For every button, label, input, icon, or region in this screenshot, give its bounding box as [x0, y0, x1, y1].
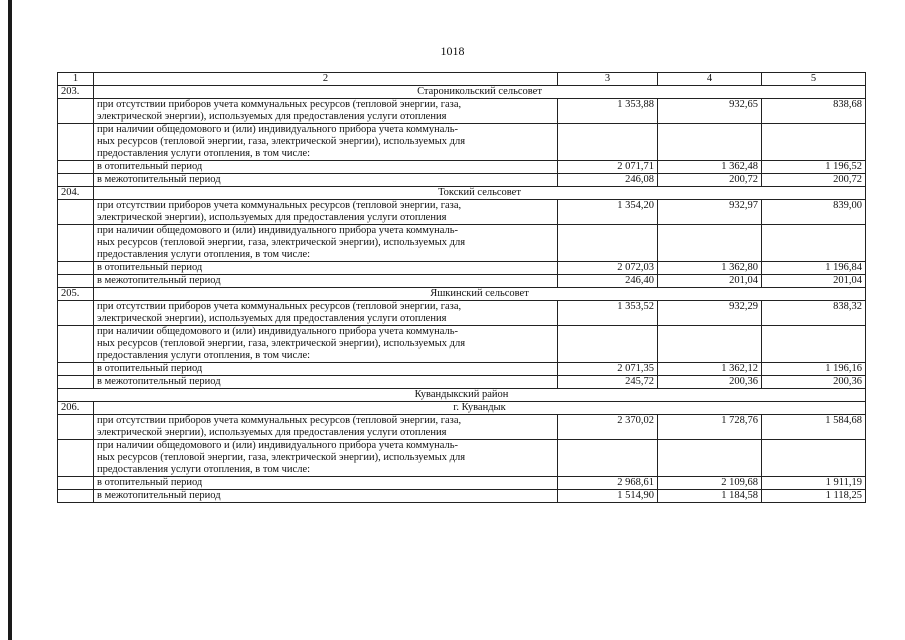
value-cell: 1 196,16	[762, 363, 866, 376]
value-cell: 246,08	[558, 174, 658, 187]
row-description-line: предоставления услуги отопления, в том числе:	[97, 464, 311, 475]
row-description	[94, 301, 558, 326]
value-cell: 1 362,80	[658, 262, 762, 275]
row-description: в отопительный период	[94, 262, 558, 275]
row-description: в межотопительный период	[94, 490, 558, 503]
table-row	[58, 376, 866, 389]
tariff-table	[57, 72, 866, 503]
row-number-empty	[58, 262, 94, 275]
value-cell: 1 196,84	[762, 262, 866, 275]
row-number: 203.	[58, 86, 94, 99]
value-cell-empty	[558, 440, 658, 477]
row-description-line: электрической энергии), используемых для предоставления услуги отопления	[97, 212, 447, 223]
settlement-name: Староникольский сельсовет	[94, 86, 866, 99]
table-row	[58, 124, 866, 161]
value-cell-empty	[558, 326, 658, 363]
table-row	[58, 174, 866, 187]
value-cell: 2 071,35	[558, 363, 658, 376]
row-description-line: электрической энергии), используемых для предоставления услуги отопления	[97, 427, 447, 438]
row-description-line: предоставления услуги отопления, в том числе:	[97, 350, 311, 361]
row-description	[94, 440, 558, 477]
value-cell-empty	[658, 326, 762, 363]
row-description: в межотопительный период	[94, 174, 558, 187]
value-cell: 1 362,12	[658, 363, 762, 376]
value-cell: 1 353,52	[558, 301, 658, 326]
settlement-header-row	[58, 187, 866, 200]
row-number: 205.	[58, 288, 94, 301]
value-cell: 1 118,25	[762, 490, 866, 503]
value-cell: 200,72	[762, 174, 866, 187]
row-number-empty	[58, 225, 94, 262]
value-cell: 1 196,52	[762, 161, 866, 174]
page-number: 1018	[440, 44, 465, 58]
table-row	[58, 440, 866, 477]
value-cell: 1 353,88	[558, 99, 658, 124]
row-number-empty	[58, 200, 94, 225]
value-cell-empty	[762, 440, 866, 477]
value-cell: 932,29	[658, 301, 762, 326]
table-row	[58, 161, 866, 174]
row-number-empty	[58, 174, 94, 187]
row-number-empty	[58, 415, 94, 440]
row-number-empty	[58, 477, 94, 490]
row-description-line: ных ресурсов (тепловой энергии, газа, электрической энергии), используемых для	[97, 452, 466, 463]
row-number-empty	[58, 440, 94, 477]
column-number: 3	[558, 73, 658, 86]
value-cell: 839,00	[762, 200, 866, 225]
row-description: в отопительный период	[94, 161, 558, 174]
row-number-empty	[58, 161, 94, 174]
row-description	[94, 124, 558, 161]
value-cell: 838,32	[762, 301, 866, 326]
value-cell: 2 370,02	[558, 415, 658, 440]
row-description-line: предоставления услуги отопления, в том числе:	[97, 249, 311, 260]
value-cell: 2 109,68	[658, 477, 762, 490]
row-number-empty	[58, 326, 94, 363]
row-number-empty	[58, 376, 94, 389]
table-row	[58, 477, 866, 490]
row-description-line: электрической энергии), используемых для предоставления услуги отопления	[97, 111, 447, 122]
row-description: в межотопительный период	[94, 275, 558, 288]
row-number-empty	[58, 301, 94, 326]
value-cell: 932,65	[658, 99, 762, 124]
value-cell: 2 968,61	[558, 477, 658, 490]
row-description-line: электрической энергии), используемых для предоставления услуги отопления	[97, 313, 447, 324]
value-cell: 1 728,76	[658, 415, 762, 440]
value-cell: 245,72	[558, 376, 658, 389]
value-cell: 2 072,03	[558, 262, 658, 275]
table-row	[58, 415, 866, 440]
table-row	[58, 99, 866, 124]
settlement-header-row	[58, 86, 866, 99]
value-cell-empty	[658, 225, 762, 262]
column-number: 1	[58, 73, 94, 86]
value-cell-empty	[558, 225, 658, 262]
value-cell: 838,68	[762, 99, 866, 124]
row-description: в отопительный период	[94, 477, 558, 490]
column-number: 5	[762, 73, 866, 86]
value-cell: 1 911,19	[762, 477, 866, 490]
value-cell: 200,72	[658, 174, 762, 187]
row-description-line: ных ресурсов (тепловой энергии, газа, электрической энергии), используемых для	[97, 136, 466, 147]
table-row	[58, 262, 866, 275]
tariff-table-body	[58, 73, 866, 503]
row-number-empty	[58, 124, 94, 161]
table-row	[58, 225, 866, 262]
row-description-line: ных ресурсов (тепловой энергии, газа, электрической энергии), используемых для	[97, 338, 466, 349]
table-row	[58, 200, 866, 225]
row-description-line: при наличии общедомового и (или) индивидуального прибора учета коммуналь-	[97, 440, 459, 451]
value-cell-empty	[558, 124, 658, 161]
value-cell: 200,36	[762, 376, 866, 389]
row-description	[94, 99, 558, 124]
district-name: Кувандыкский район	[58, 389, 866, 402]
value-cell-empty	[658, 124, 762, 161]
value-cell: 1 514,90	[558, 490, 658, 503]
table-row	[58, 326, 866, 363]
row-description	[94, 415, 558, 440]
row-description: в отопительный период	[94, 363, 558, 376]
row-description-line: при отсутствии приборов учета коммунальных ресурсов (тепловой энергии, газа,	[97, 301, 462, 312]
settlement-name: Токский сельсовет	[94, 187, 866, 200]
row-description	[94, 326, 558, 363]
row-description	[94, 200, 558, 225]
table-row	[58, 275, 866, 288]
value-cell-empty	[762, 326, 866, 363]
value-cell: 1 584,68	[762, 415, 866, 440]
row-number: 204.	[58, 187, 94, 200]
table-row	[58, 490, 866, 503]
row-number: 206.	[58, 402, 94, 415]
value-cell: 201,04	[658, 275, 762, 288]
row-number-empty	[58, 490, 94, 503]
value-cell: 1 184,58	[658, 490, 762, 503]
value-cell: 2 071,71	[558, 161, 658, 174]
value-cell-empty	[762, 124, 866, 161]
scan-edge-bar	[8, 0, 12, 640]
value-cell: 1 354,20	[558, 200, 658, 225]
settlement-header-row	[58, 288, 866, 301]
settlement-name: г. Кувандык	[94, 402, 866, 415]
value-cell-empty	[762, 225, 866, 262]
row-description-line: при наличии общедомового и (или) индивидуального прибора учета коммуналь-	[97, 124, 459, 135]
value-cell: 932,97	[658, 200, 762, 225]
value-cell: 246,40	[558, 275, 658, 288]
row-description-line: предоставления услуги отопления, в том числе:	[97, 148, 311, 159]
settlement-header-row	[58, 402, 866, 415]
table-row	[58, 301, 866, 326]
row-number-empty	[58, 363, 94, 376]
value-cell-empty	[658, 440, 762, 477]
column-number: 4	[658, 73, 762, 86]
column-number-row	[58, 73, 866, 86]
row-description-line: при наличии общедомового и (или) индивидуального прибора учета коммуналь-	[97, 326, 459, 337]
value-cell: 1 362,48	[658, 161, 762, 174]
row-description-line: при отсутствии приборов учета коммунальных ресурсов (тепловой энергии, газа,	[97, 200, 462, 211]
district-row	[58, 389, 866, 402]
settlement-name: Яшкинский сельсовет	[94, 288, 866, 301]
row-description-line: ных ресурсов (тепловой энергии, газа, электрической энергии), используемых для	[97, 237, 466, 248]
row-description-line: при наличии общедомового и (или) индивидуального прибора учета коммуналь-	[97, 225, 459, 236]
row-number-empty	[58, 275, 94, 288]
value-cell: 201,04	[762, 275, 866, 288]
column-number: 2	[94, 73, 558, 86]
row-description: в межотопительный период	[94, 376, 558, 389]
row-number-empty	[58, 99, 94, 124]
table-row	[58, 363, 866, 376]
value-cell: 200,36	[658, 376, 762, 389]
row-description-line: при отсутствии приборов учета коммунальных ресурсов (тепловой энергии, газа,	[97, 99, 462, 110]
row-description-line: при отсутствии приборов учета коммунальных ресурсов (тепловой энергии, газа,	[97, 415, 462, 426]
row-description	[94, 225, 558, 262]
